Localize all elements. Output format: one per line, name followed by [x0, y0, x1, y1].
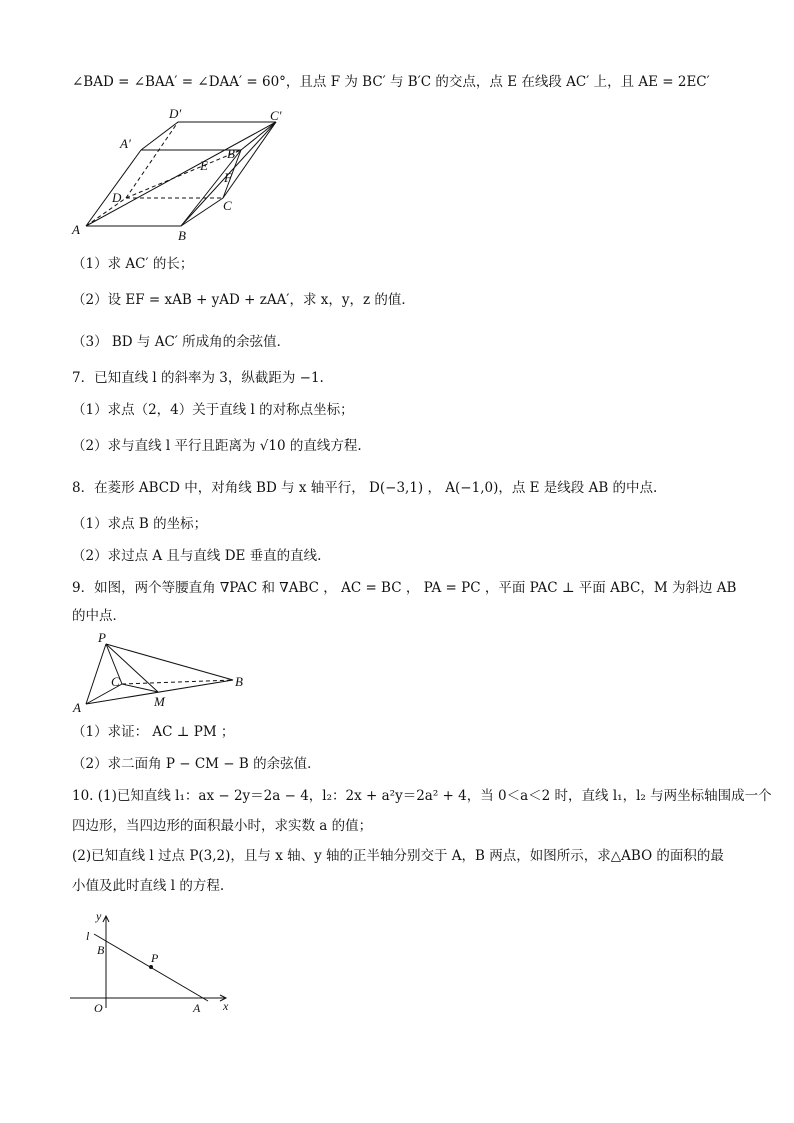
label-y: y — [96, 909, 102, 923]
label-B: B — [97, 943, 105, 957]
label-P: P — [151, 951, 159, 965]
label-B1: B′ — [227, 146, 238, 161]
parallelepiped-figure — [66, 102, 306, 242]
problem7-part2: （2）求与直线 l 平行且距离为 √10 的直线方程. — [72, 438, 362, 454]
label-F: F — [224, 170, 232, 185]
problem7-stem: 7．已知直线 l 的斜率为 3，纵截距为 −1. — [72, 370, 324, 386]
label-D1: D′ — [169, 106, 182, 121]
label-x: x — [223, 999, 229, 1013]
label-D: D — [112, 190, 122, 205]
problem6-part2: （2）设 EF = xAB + yAD + zAA′，求 x，y，z 的值． — [72, 292, 415, 308]
label-B: B — [235, 674, 243, 689]
label-A: A — [73, 700, 81, 714]
problem8-stem: 8．在菱形 ABCD 中，对角线 BD 与 x 轴平行， D(−3,1) ， A(−1,0)，点 E 是线段 AB 的中点. — [72, 480, 658, 496]
label-O: O — [94, 1001, 103, 1015]
problem10-part2-line1: (2)已知直线 l 过点 P(3,2)，且与 x 轴、y 轴的正半轴分别交于 A，B 两点，如图所示，求△ABO 的面积的最 — [72, 848, 724, 864]
label-A1: A′ — [120, 136, 131, 151]
label-A: A — [72, 222, 80, 237]
problem9-stem-line2: 的中点． — [72, 608, 126, 624]
label-E: E — [200, 158, 208, 173]
pyramid-figure — [70, 630, 260, 714]
label-B: B — [178, 228, 186, 242]
problem9-stem-line1: 9．如图，两个等腰直角 ∇PAC 和 ∇ABC ， AC = BC ， PA = PC ，平面 PAC ⊥ 平面 ABC，M 为斜边 AB — [72, 580, 737, 596]
label-C: C — [111, 674, 120, 689]
coordinate-figure — [66, 908, 246, 1018]
problem7-part1: （1）求点（2，4）关于直线 l 的对称点坐标； — [72, 402, 354, 418]
label-C1: C′ — [270, 108, 282, 123]
problem9-part2: （2）求二面角 P − CM − B 的余弦值． — [72, 756, 321, 772]
problem8-part2: （2）求过点 A 且与直线 DE 垂直的直线. — [72, 548, 322, 564]
problem10-part1-line2: 四边形，当四边形的面积最小时，求实数 a 的值； — [72, 818, 373, 834]
label-M: M — [154, 694, 165, 709]
label-A: A — [193, 1001, 201, 1015]
problem10-part1-line1: 10. (1)已知直线 l₁：ax − 2y＝2a − 4，l₂：2x + a²y＝2a² + 4，当 0＜a＜2 时，直线 l₁，l₂ 与两坐标轴围成一个 — [72, 788, 772, 804]
problem10-part2-line2: 小值及此时直线 l 的方程. — [72, 878, 225, 894]
problem9-part1: （1）求证： AC ⊥ PM ； — [72, 724, 235, 740]
label-l: l — [86, 929, 90, 943]
problem6-condition: ∠BAD = ∠BAA′ = ∠DAA′ = 60°，且点 F 为 BC′ 与 B′C 的交点，点 E 在线段 AC′ 上，且 AE = 2EC′ — [72, 74, 710, 90]
label-P: P — [98, 630, 106, 645]
label-C: C — [223, 198, 232, 213]
problem6-part3: （3） BD 与 AC′ 所成角的余弦值． — [72, 334, 291, 350]
problem8-part1: （1）求点 B 的坐标； — [72, 516, 208, 532]
problem6-part1: （1）求 AC′ 的长； — [72, 256, 194, 272]
